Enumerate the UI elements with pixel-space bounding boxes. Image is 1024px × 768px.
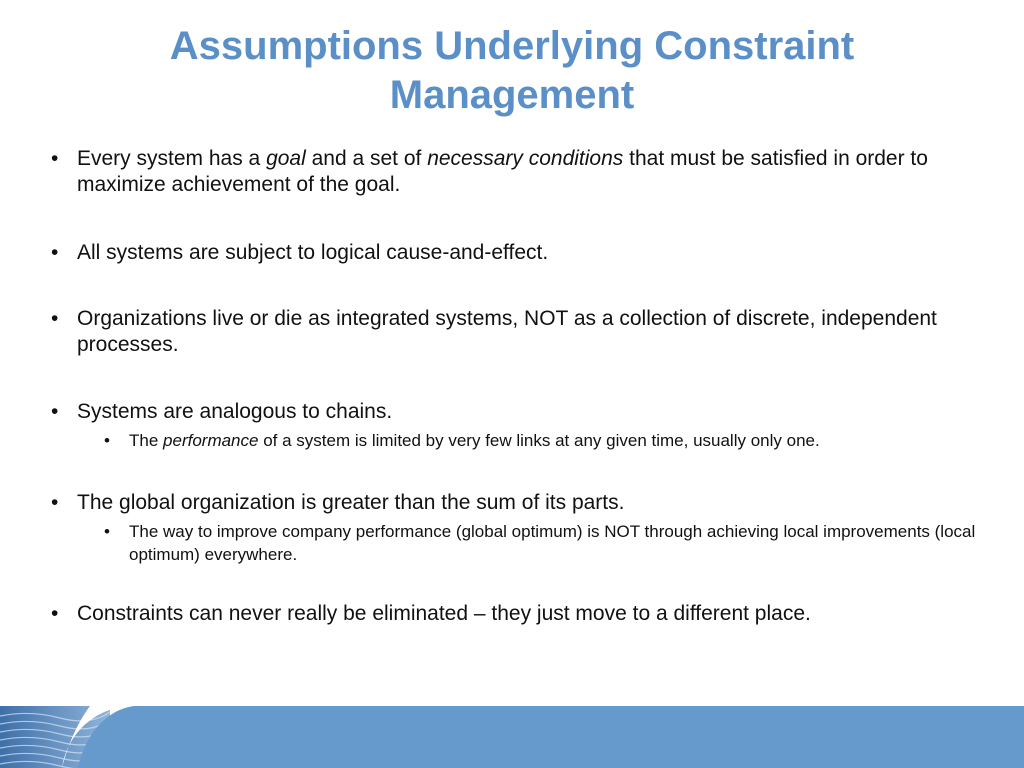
bullet-text: and a set of (305, 147, 428, 170)
bullet-emphasis: necessary conditions (427, 147, 624, 170)
bullet-text: Systems are analogous to chains. (77, 400, 393, 423)
bullet-text: Organizations live or die as integrated systems, NOT as a collection of discrete, independent processes. (77, 307, 937, 356)
bullet-text: All systems are subject to logical cause-and-effect. (77, 241, 549, 264)
slide-title (40, 22, 984, 120)
bullet-emphasis: goal (266, 147, 306, 170)
slide-title-line-2: Management (389, 73, 635, 117)
sub-bullet-item (95, 520, 987, 566)
footer-decoration (0, 702, 1024, 768)
sub-bullet-text: of a system is limited by very few links at any given time, usually only one. (258, 431, 820, 450)
footer-band (78, 706, 1024, 768)
bullet-text: Every system has a (77, 147, 267, 170)
bullet-item (47, 306, 987, 358)
bullet-text: that must be satisfied in order to maximize achievement of the goal. (77, 147, 928, 196)
slide-title-line-1: Assumptions Underlying Constraint (169, 24, 855, 68)
bullet-item (47, 601, 987, 627)
bullet-list (47, 146, 987, 627)
bullet-item (47, 240, 987, 266)
bullet-text: The global organization is greater than the sum of its parts. (77, 491, 625, 514)
bullet-item (47, 399, 987, 425)
bullet-item (47, 490, 987, 516)
sub-bullet-item (95, 429, 987, 452)
sub-bullet-emphasis: performance (163, 431, 259, 450)
sub-bullet-text: The (129, 431, 164, 450)
sub-bullet-text: The way to improve company performance (global optimum) is NOT through achieving local improvements (local optimum) everywhere. (129, 522, 976, 564)
bullet-item (47, 146, 987, 198)
bullet-text: Constraints can never really be eliminated – they just move to a different place. (77, 602, 811, 625)
